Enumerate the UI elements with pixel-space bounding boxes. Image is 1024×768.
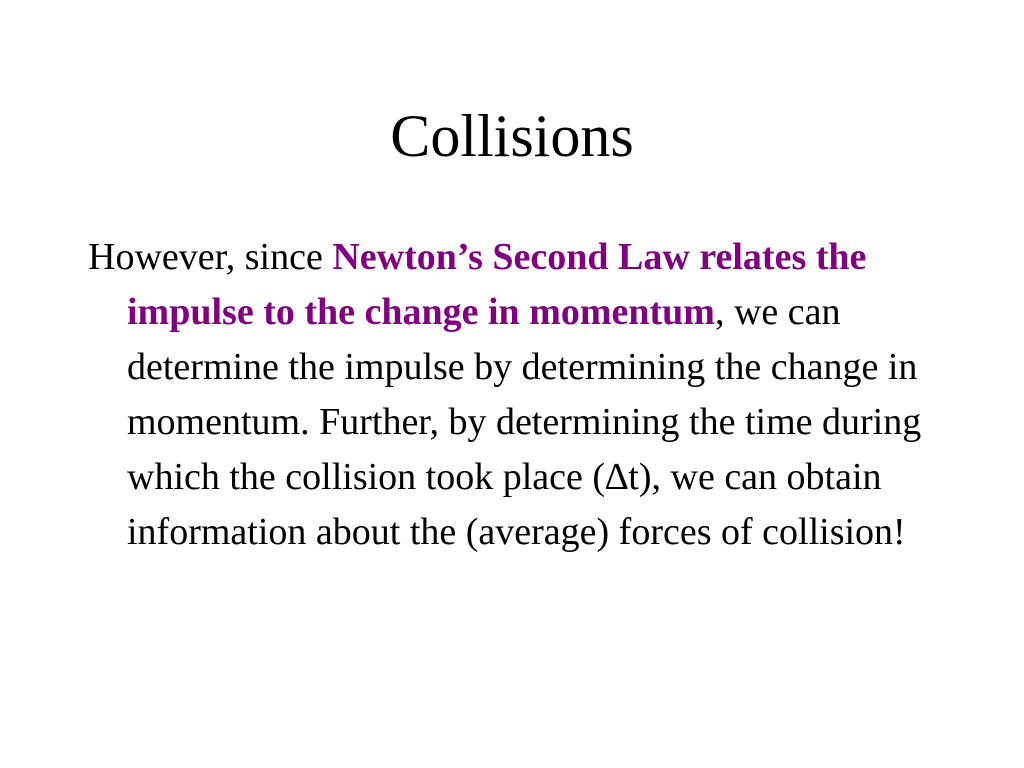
body-intro-text: However, since — [88, 236, 333, 278]
body-emphasis-text: Newton’s Second Law relates the impulse to the change in momentum — [127, 236, 867, 333]
body-rest-text: , we can determine the impulse by determining the change in momentum. Further, by determining the time during which the collision took place (∆t), we can obtain information about the (average) forces of collision! — [127, 291, 922, 553]
slide-body-paragraph — [88, 230, 975, 560]
slide-title: Collisions — [390, 103, 634, 169]
